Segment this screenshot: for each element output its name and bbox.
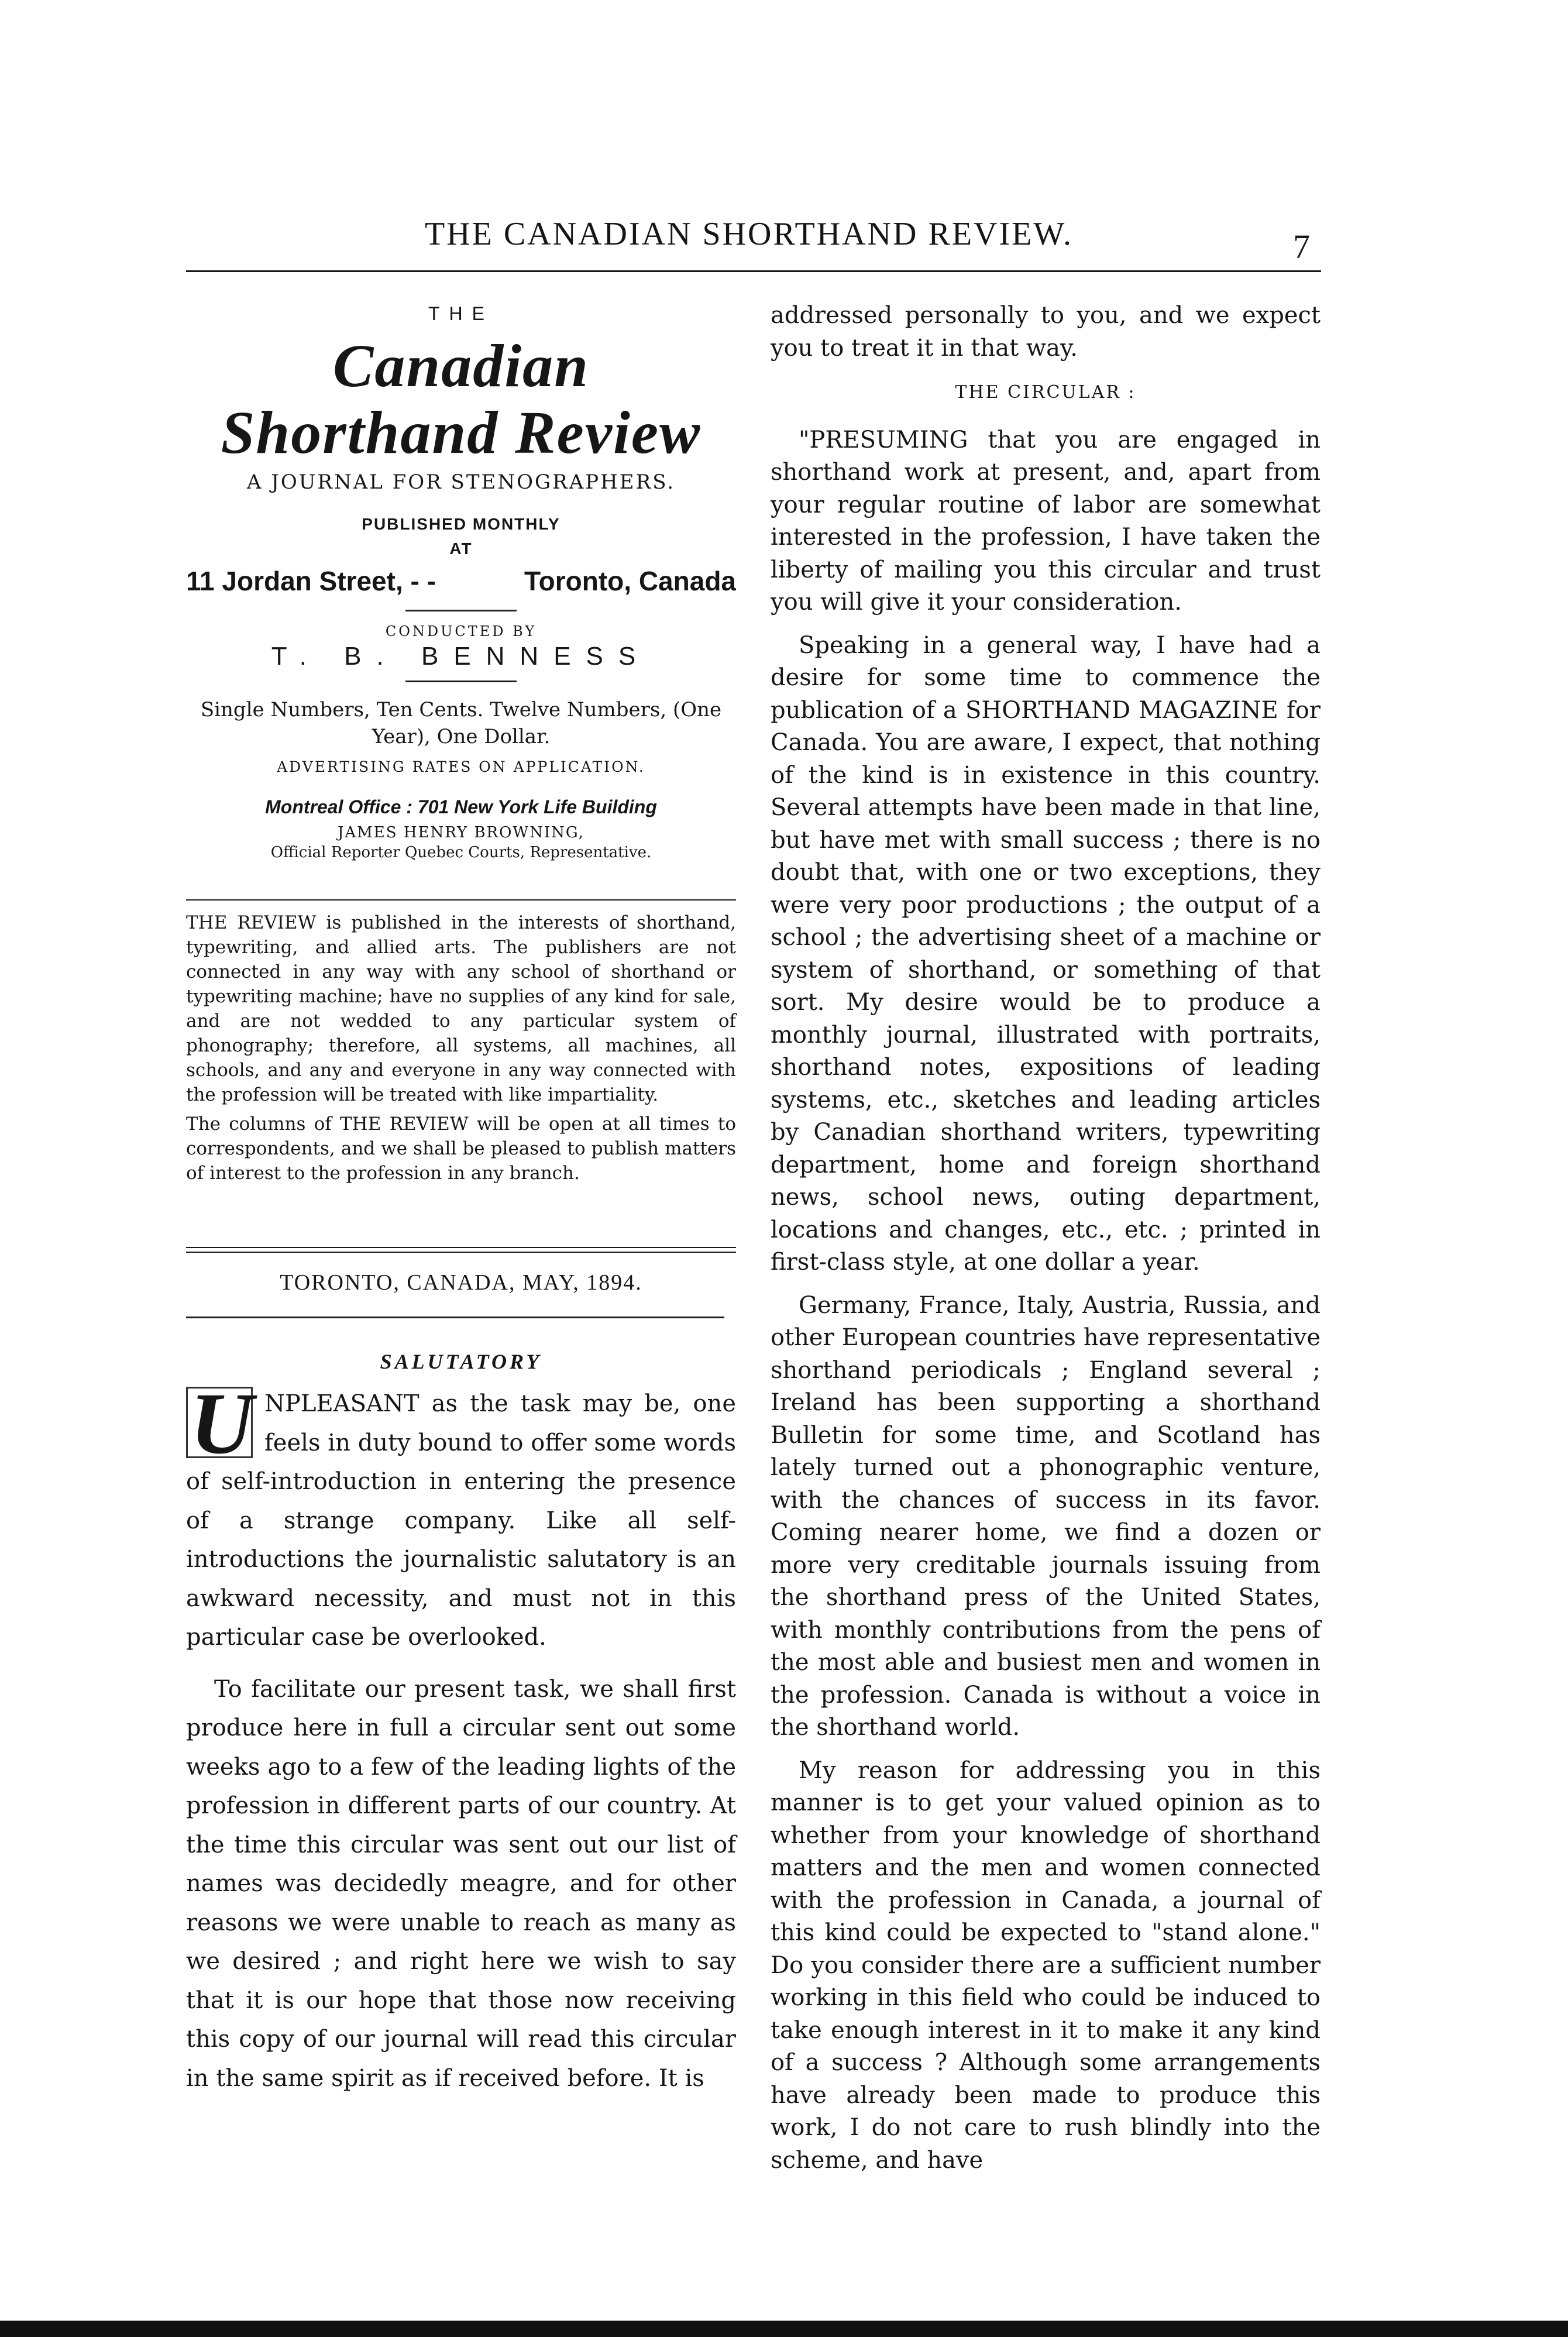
- address: [186, 565, 736, 597]
- editor-name: T. B. BENNESS: [271, 641, 651, 671]
- circular-paragraph: My reason for addressing you in this manner is to get your valued opinion as to whether from your knowledge of shorthand matters and the men and women connected with the profession in Canada, a journal of this kind could be expected to "stand alone." Do you consider there are a sufficient number working in this field who could be induced to take enough interest in it to make it any kind of a success ? Although some arrangements have already been made to produce this work, I do not care to rush blindly into the scheme, and have: [771, 1757, 1321, 2174]
- divider: [405, 681, 517, 682]
- notice-paragraph: THE REVIEW is published in the interests of shorthand, typewriting, and allied arts. The publishers are not connected in any way with any school of shorthand or typewriting machine; have no supplies of any kind for sale, and are not wedded to any particular system of phonography; therefore, all systems, all machines, all schools, and any and everyone in any way connected with the profession will be treated with like impartiality.: [186, 912, 736, 1105]
- published-monthly: PUBLISHED MONTHLY: [362, 514, 561, 533]
- masthead-subtitle: A JOURNAL FOR STENOGRAPHERS.: [246, 470, 676, 494]
- salutatory-heading: SALUTATORY: [380, 1350, 542, 1373]
- running-head: THE CANADIAN SHORTHAND REVIEW.: [424, 216, 1074, 252]
- advertising-rates: ADVERTISING RATES ON APPLICATION.: [277, 758, 645, 775]
- dateline: TORONTO, CANADA, MAY, 1894.: [280, 1270, 642, 1295]
- circular-paragraph: Speaking in a general way, I have had a desire for some time to commence the publication of a SHORTHAND MAGAZINE for Canada. You are aware, I expect, that nothing of the kind is in existence in this country. Several attempts have been made in that line, but have met with small success ; there is no doubt that, with one or two exceptions, they were very poor productions ; the output of a school ; the advertising sheet of a machine or system of shorthand, or something of that sort. My desire would be to produce a monthly journal, illustrated with portraits, shorthand notes, expositions of leading systems, etc., sketches and leading articles by Canadian shorthand writers, typewriting department, home and foreign shorthand news, school news, outing department, locations and changes, etc., etc. ; printed in first-class style, at one dollar a year.: [771, 631, 1321, 1276]
- circular-paragraph: "PRESUMING that you are engaged in shorthand work at present, and, apart from your regular routine of labor are somewhat interested in the profession, I have taken the liberty of mailing you this circular and trust you will give it your consideration.: [771, 426, 1321, 616]
- notice-rule-top: [186, 899, 736, 901]
- masthead-title: Canadian Shorthand Review: [221, 332, 702, 467]
- montreal-office: Montreal Office : 701 New York Life Building: [265, 796, 657, 817]
- circular-intro: addressed personally to you, and we expect you to treat it in that way.: [771, 302, 1321, 362]
- circular-heading: THE CIRCULAR :: [955, 382, 1136, 403]
- dateline-rule: [186, 1317, 724, 1318]
- address-city: Toronto, Canada: [524, 565, 736, 596]
- page-number: 7: [1293, 228, 1310, 266]
- page-edge-bar: [0, 2321, 1568, 2337]
- circular-paragraph: Germany, France, Italy, Austria, Russia, and other European countries have representative shorthand periodicals ; England several ; Ireland has been supporting a shorthand Bulletin for some time, and Scotland has lately turned out a phonographic venture, with the chances of success in its favor. Coming nearer home, we find a dozen or more very creditable journals issuing from the shorthand press of the United States, with monthly contributions from the pens of the most able and busiest men and women in the profession. Canada is without a voice in the shorthand world.: [771, 1291, 1321, 1741]
- drop-cap: U: [186, 1387, 253, 1458]
- salutatory-paragraph-2: To facilitate our present task, we shall first produce here in full a circular sent out some weeks ago to a few of the leading lights of the profession in different parts of our country. At the time this circular was sent out our list of names was decidedly meagre, and for other reasons we were unable to reach as many as we desired ; and right here we wish to say that it is our hope that those now receiving this copy of our journal will read this circular in the same spirit as if received before. It is: [186, 1675, 736, 2092]
- right-column: [771, 300, 1321, 2187]
- conducted-by: CONDUCTED BY: [385, 623, 537, 640]
- left-column: [186, 293, 736, 861]
- salutatory-text-1: NPLEASANT as the task may be, one feels in duty bound to offer some words of self-introduction in entering the presence of a strange company. Like all self-introductions the journalistic salutatory is an awkward necessity, and must not in this particular case be overlooked.: [186, 1390, 736, 1651]
- representative-name: JAMES HENRY BROWNING,: [337, 823, 585, 841]
- subscription-prices: Single Numbers, Ten Cents. Twelve Numbers, (One Year), One Dollar.: [200, 697, 722, 748]
- salutatory-paragraph-1: [186, 1375, 736, 1657]
- salutatory-body: [186, 1375, 736, 2111]
- notice-paragraph: The columns of THE REVIEW will be open at all times to correspondents, and we shall be pleased to publish matters of interest to the profession in any branch.: [186, 1113, 736, 1184]
- header-rule: [186, 270, 1321, 272]
- masthead-the: THE: [428, 303, 494, 324]
- address-street: 11 Jordan Street, - -: [186, 565, 436, 596]
- publisher-notice: [186, 910, 736, 1190]
- divider: [405, 610, 517, 611]
- notice-rule-bottom: [186, 1247, 736, 1248]
- representative-title: Official Reporter Quebec Courts, Representative.: [270, 843, 652, 861]
- notice-rule-bottom-2: [186, 1252, 736, 1253]
- published-at: AT: [449, 539, 473, 558]
